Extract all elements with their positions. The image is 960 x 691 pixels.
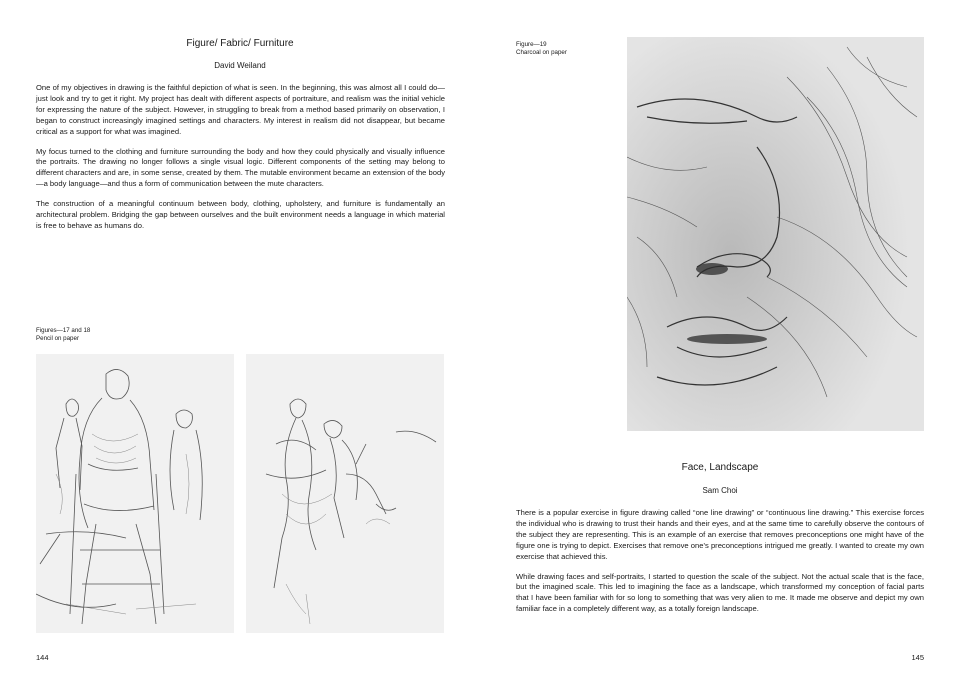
paragraph: There is a popular exercise in figure drawing called “one line drawing” or “continuous line drawing.” This exercise forces the individual who is drawing to trust their hands and their eyes, and at the same time to carefully observe the contours of the subject they are representing. This is an example of an exercise that removes preconceptions one might have of the figure one is trying to depict. Exercises that remove one’s preconceptions intrigued me greatly. I wanted to create my own exercise that achieved this. [516,508,924,561]
caption-medium: Charcoal on paper [516,49,567,56]
essay-author-left: David Weiland [214,61,266,70]
caption-figure-number: Figure—19 [516,41,547,48]
essay-body-right [516,508,924,624]
page-number-right: 145 [911,653,924,662]
essay-title-right: Face, Landscape [681,462,759,473]
figure-18-drawing [246,354,444,633]
paragraph: One of my objectives in drawing is the faithful depiction of what is seen. In the beginning, this was almost all I could do—just look and try to get it right. My project has dealt with different aspects of portraiture, and realism was the initial vehicle for expressing the nature of the subject. However, in struggling to break from a method based primarily on observation, I began to construct increasingly imagined settings and characters. My interest in realism did not disappear, but became critical as a support for what was imagined. [36,83,445,136]
charcoal-drawing-face [627,37,924,431]
caption-figure-number: Figures—17 and 18 [36,327,91,334]
figure-caption-19 [516,41,567,57]
figure-19-drawing [627,37,924,431]
paragraph: While drawing faces and self-portraits, I started to question the scale of the subject. Not the actual scale that is the face, but the imagined scale. This led to imagining the face as a landscape, which transformed my conception of facial parts that I have been familiar with for so long to something that was very alien to me. It made me observe and depict my own familiar face in a completely different way, as a totally foreign landscape. [516,571,924,614]
caption-medium: Pencil on paper [36,335,79,342]
paragraph: The construction of a meaningful continuum between body, clothing, upholstery, and furniture is fundamentally an architectural problem. Bridging the gap between ourselves and the built environment needs a language in which material is free to behave as humans do. [36,199,445,230]
essay-body-left [36,83,445,241]
paragraph: My focus turned to the clothing and furniture surrounding the body and how they could physically and visually influence the portraits. The drawing no longer follows a single visual logic. Different components of the setting may belong to different characters and are, in some sense, created by them. The mutable environment became an extension of the body—a body language—and thus a form of communication between the mute characters. [36,146,445,189]
essay-author-right: Sam Choi [702,486,738,495]
pencil-drawing-seated-figures [36,354,234,633]
figure-caption-17-18 [36,327,90,343]
essay-title-left: Figure/ Fabric/ Furniture [186,38,294,49]
right-page [480,0,960,691]
figure-17-drawing [36,354,234,633]
pencil-drawing-dancing-figures [246,354,444,633]
page-number-left: 144 [36,653,49,662]
